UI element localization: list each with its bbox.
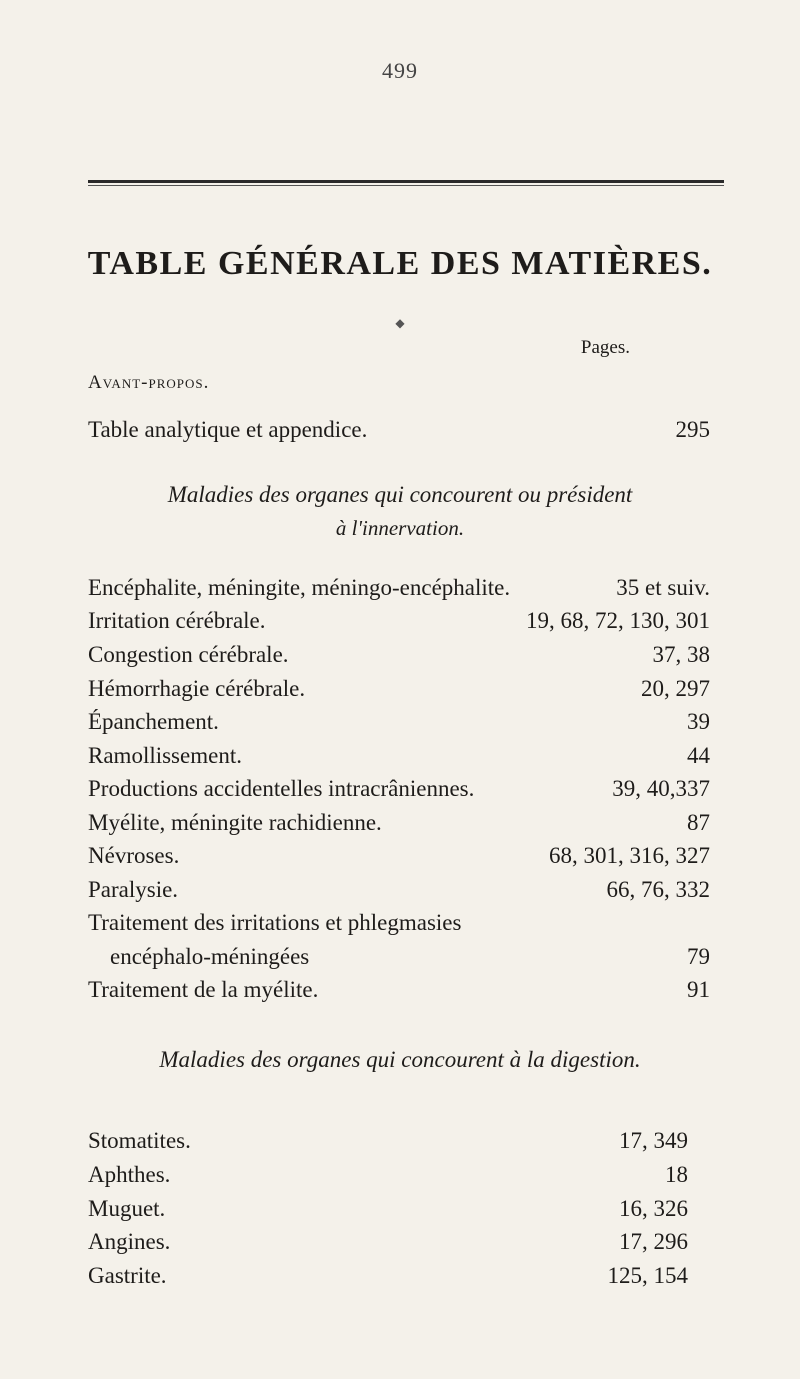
toc-entry — [88, 810, 710, 836]
entry-pages: 79 — [687, 944, 710, 969]
toc-entry — [88, 877, 710, 903]
entry-label: Névroses. — [88, 843, 180, 868]
entry-label: Table analytique et appendice. — [88, 417, 368, 442]
entry-pages: 17, 296 — [619, 1229, 688, 1254]
toc-entry — [88, 1128, 688, 1154]
entry-pages: 18 — [665, 1162, 688, 1187]
entry-pages: 16, 326 — [619, 1196, 688, 1221]
entry-label: Muguet. — [88, 1196, 166, 1221]
entry-pages: 39, 40,337 — [612, 776, 710, 801]
entry-label: Productions accidentelles intracrâniennes. — [88, 776, 475, 801]
entry-label: Myélite, méningite rachidienne. — [88, 810, 382, 835]
toc-entry — [88, 608, 710, 634]
entry-pages: 35 et suiv. — [616, 575, 710, 600]
entry-label: Ramollissement. — [88, 743, 242, 768]
toc-entry — [88, 944, 710, 970]
entry-label: Traitement de la myélite. — [88, 977, 319, 1002]
page-number: 499 — [382, 58, 418, 83]
toc-entry — [88, 1196, 688, 1222]
toc-entry — [88, 1263, 688, 1289]
entry-pages: 39 — [687, 709, 710, 734]
entry-label: Épanchement. — [88, 709, 219, 734]
toc-entry — [88, 843, 710, 869]
toc-entry — [88, 676, 710, 702]
entry-pages: 66, 76, 332 — [606, 877, 710, 902]
entry-label: Congestion cérébrale. — [88, 642, 289, 667]
toc-entry — [88, 417, 710, 443]
entry-label: Encéphalite, méningite, méningo-encéphalite. — [88, 575, 511, 600]
toc-entry — [88, 977, 710, 1003]
toc-entry — [88, 642, 710, 668]
entry-pages: 20, 297 — [641, 676, 710, 701]
entry-label: Traitement des irritations et phlegmasies — [88, 910, 462, 935]
avant-propos-heading: Avant-propos. — [88, 372, 210, 393]
entry-pages: 17, 349 — [619, 1128, 688, 1153]
toc-entry — [88, 1162, 688, 1188]
entry-pages: 37, 38 — [652, 642, 710, 667]
toc-entry — [88, 1229, 688, 1255]
section-heading-innervation: Maladies des organes qui concourent ou président — [167, 482, 633, 507]
pages-column-label: Pages. — [580, 337, 630, 358]
entry-label: Stomatites. — [88, 1128, 191, 1153]
entry-label: Hémorrhagie cérébrale. — [88, 676, 306, 701]
entry-pages: 68, 301, 316, 327 — [549, 843, 710, 868]
entry-pages: 91 — [687, 977, 710, 1002]
header-rule — [88, 180, 724, 183]
toc-entry — [88, 776, 710, 802]
toc-entry — [88, 743, 710, 769]
entry-pages: 19, 68, 72, 130, 301 — [526, 608, 710, 633]
toc-entry — [88, 575, 710, 601]
entry-label: Angines. — [88, 1229, 171, 1254]
toc-entry — [88, 910, 710, 936]
entry-label: Paralysie. — [88, 877, 179, 902]
entry-pages: 44 — [687, 743, 710, 768]
entry-pages: 295 — [675, 417, 710, 442]
entry-label: Irritation cérébrale. — [88, 608, 266, 633]
entry-label: encéphalo-méningées — [110, 944, 310, 969]
page-title: TABLE GÉNÉRALE DES MATIÈRES. — [87, 245, 713, 282]
entry-pages: 87 — [687, 810, 710, 835]
entry-label: Aphthes. — [88, 1162, 171, 1187]
header-rule-thin — [88, 185, 724, 186]
section-heading-innervation-line2: à l'innervation. — [335, 516, 465, 540]
ornament: ◆ — [395, 316, 405, 330]
entry-pages: 125, 154 — [607, 1263, 688, 1288]
entry-label: Gastrite. — [88, 1263, 167, 1288]
section-heading-digestion: Maladies des organes qui concourent à la digestion. — [159, 1047, 641, 1072]
toc-entry — [88, 709, 710, 735]
